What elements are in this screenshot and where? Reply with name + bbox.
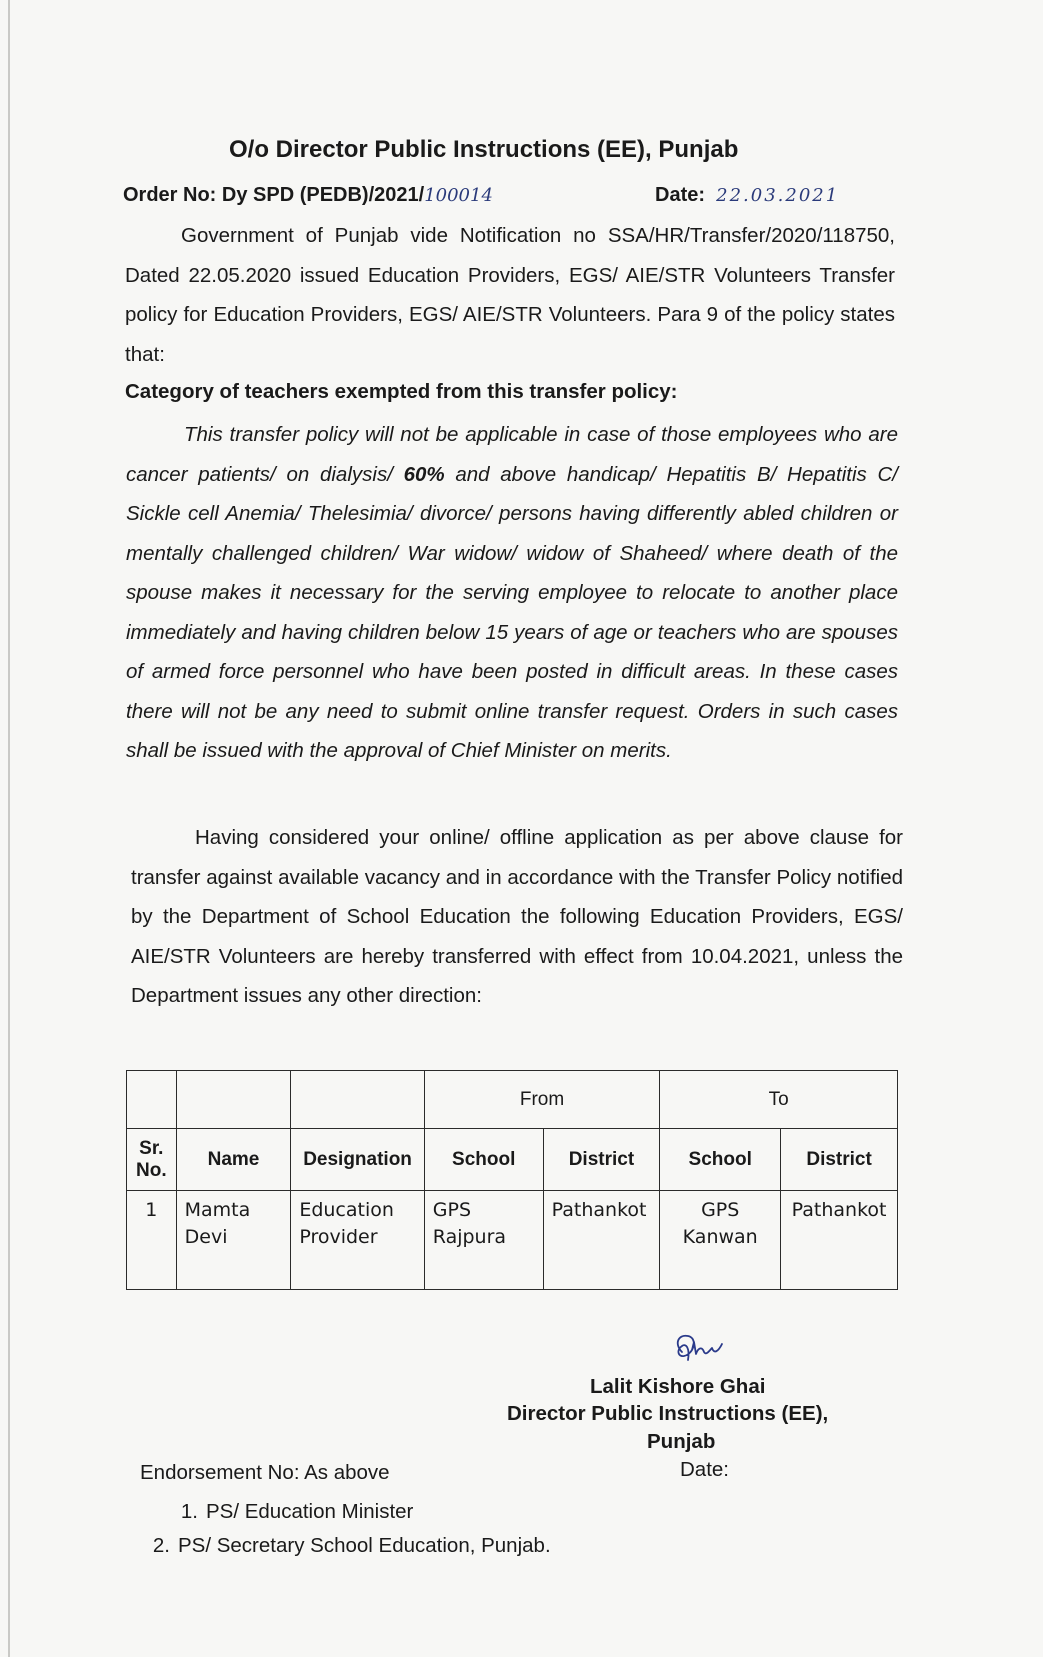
table-cell-empty: [291, 1071, 424, 1129]
table-cell-empty: [127, 1071, 177, 1129]
table-group-to: To: [660, 1071, 898, 1129]
table-header-to-district: District: [781, 1129, 898, 1191]
signer-designation: Director Public Instructions (EE),: [507, 1402, 829, 1425]
order-date: [655, 184, 839, 207]
transfer-paragraph: Having considered your online/ offline application as per above clause for transfer against available vacancy and in accordance with the Transfer Policy notified by the Department of School Education the following Education Providers, EGS/ AIE/STR Volunteers are hereby transferred with effect from 10.04.2021, unless the Department issues any other direction:: [131, 826, 903, 1007]
notification-paragraph: Government of Punjab vide Notification no SSA/HR/Transfer/2020/118750, Dated 22.05.2020 issued Education Providers, EGS/ AIE/STR Volunteers Transfer policy for Education Providers, EGS/ AIE/STR Volunteers. Para 9 of the policy states that:: [125, 224, 895, 366]
table-cell-from-district: Pathankot: [543, 1191, 660, 1290]
table-header-designation: Designation: [291, 1129, 424, 1191]
transfer-table: [126, 1070, 898, 1290]
table-header-row: [127, 1129, 898, 1191]
list-item: [140, 1534, 551, 1558]
date-handwritten: 22.03.2021: [716, 185, 840, 206]
table-header-to-school: School: [660, 1129, 781, 1191]
office-title: O/o Director Public Instructions (EE), Punjab: [229, 136, 739, 163]
exemption-paragraph: [126, 415, 898, 771]
date-label: Date:: [655, 184, 706, 206]
order-label: Order No: Dy SPD (PEDB)/2021/: [123, 184, 425, 206]
handwritten-signature: [668, 1330, 728, 1370]
table-header-sr-no: Sr. No.: [127, 1129, 177, 1191]
order-number-handwritten: 100014: [424, 185, 493, 206]
exemption-text-bold: 60%: [403, 462, 445, 486]
list-item-text: PS/ Education Minister: [206, 1500, 414, 1523]
exemption-heading: Category of teachers exempted from this transfer policy:: [125, 380, 678, 403]
order-number: [123, 184, 493, 207]
table-cell-from-school: GPS Rajpura: [424, 1191, 543, 1290]
table-group-header-row: [127, 1071, 898, 1129]
table-cell-empty: [176, 1071, 291, 1129]
table-cell-sr-no: 1: [127, 1191, 177, 1290]
endorsement-label: Endorsement No: As above: [140, 1461, 390, 1484]
table-cell-name: Mamta Devi: [176, 1191, 291, 1290]
signer-state: Punjab: [647, 1430, 716, 1453]
table-cell-designation: Education Provider: [291, 1191, 424, 1290]
list-item-number: 2.: [152, 1534, 170, 1557]
scan-edge: [8, 0, 10, 1657]
table-group-from: From: [424, 1071, 659, 1129]
endorsement-list: [140, 1500, 551, 1568]
signer-name: Lalit Kishore Ghai: [590, 1375, 766, 1398]
table-cell-to-district: Pathankot: [781, 1191, 898, 1290]
exemption-text-end: and above handicap/ Hepatitis B/ Hepatitis C/ Sickle cell Anemia/ Thelesimia/ divorce/ persons having differently abled children or mentally challenged children/ War widow/ widow of Shaheed/ where death of the spouse makes it necessary for the serving employee to relocate to another place immediately and having children below 15 years of age or teachers who are spouses of armed force personnel who have been posted in difficult areas. In these cases there will not be any need to submit online transfer request. Orders in such cases shall be issued with the approval of Chief Minister on merits.: [126, 462, 898, 762]
list-item: [168, 1500, 551, 1524]
table-header-name: Name: [176, 1129, 291, 1191]
table-header-from-school: School: [424, 1129, 543, 1191]
table-row: [127, 1191, 898, 1290]
list-item-text: PS/ Secretary School Education, Punjab.: [178, 1534, 551, 1557]
table-cell-to-school: GPS Kanwan: [660, 1191, 781, 1290]
table-header-from-district: District: [543, 1129, 660, 1191]
exemption-text-start: This transfer policy will not be applicable in case of those employees who are cancer patients/ on dialysis/: [126, 423, 898, 486]
list-item-number: 1.: [180, 1500, 198, 1523]
signer-date-label: Date:: [680, 1458, 729, 1481]
